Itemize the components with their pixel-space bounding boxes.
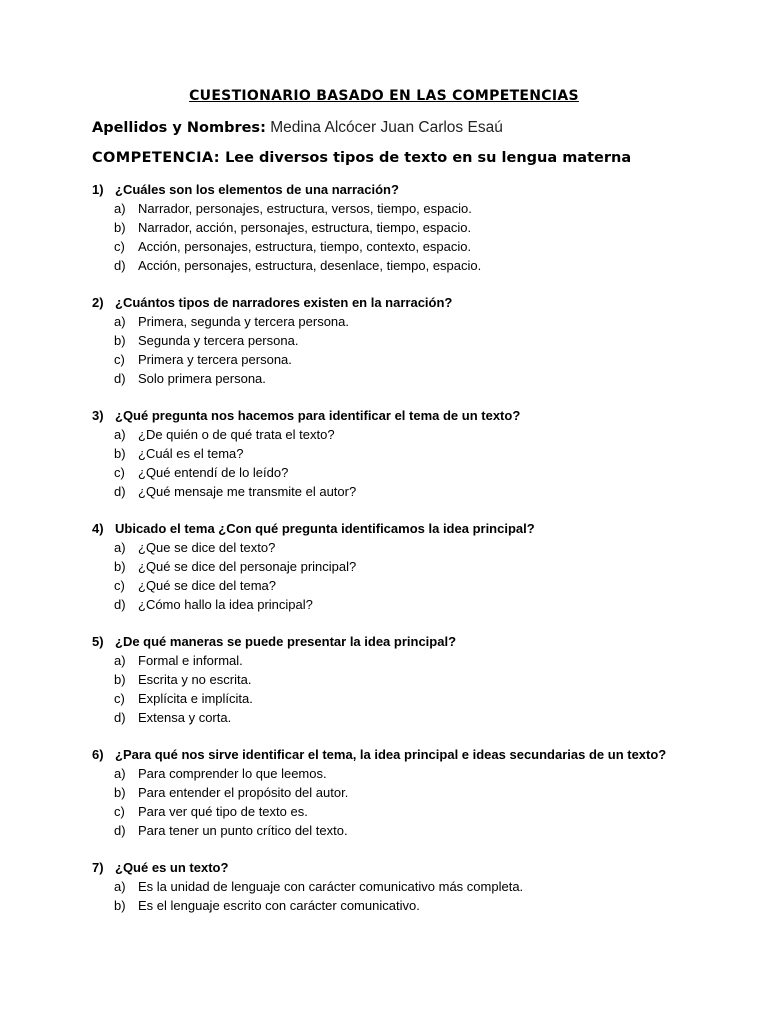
answer-option <box>92 463 692 482</box>
option-text: Es el lenguaje escrito con carácter comunicativo. <box>138 898 420 913</box>
option-text: Primera, segunda y tercera persona. <box>138 314 349 329</box>
option-text: Extensa y corta. <box>138 710 232 725</box>
option-text: ¿Que se dice del texto? <box>138 540 276 555</box>
answer-option <box>92 557 692 576</box>
option-letter: d) <box>114 258 126 273</box>
answer-option <box>92 821 692 840</box>
option-letter: c) <box>114 804 125 819</box>
answer-option <box>92 670 692 689</box>
option-letter: c) <box>114 578 125 593</box>
option-text: Para entender el propósito del autor. <box>138 785 349 800</box>
question-item <box>92 632 692 727</box>
option-letter: d) <box>114 597 126 612</box>
option-text: ¿Qué se dice del tema? <box>138 578 277 593</box>
answer-option <box>92 576 692 595</box>
option-letter: a) <box>114 653 126 668</box>
answer-option <box>92 783 692 802</box>
option-text: ¿De quién o de qué trata el texto? <box>138 427 335 442</box>
option-letter: c) <box>114 239 125 254</box>
answer-option <box>92 689 692 708</box>
answer-option <box>92 444 692 463</box>
option-text: Primera y tercera persona. <box>138 352 292 367</box>
answer-option <box>92 331 692 350</box>
question-number: 7) <box>92 860 104 875</box>
answer-option <box>92 237 692 256</box>
question-text: ¿Cuántos tipos de narradores existen en la narración? <box>115 295 453 310</box>
question-number: 3) <box>92 408 104 423</box>
answer-option <box>92 350 692 369</box>
option-text: Para ver qué tipo de texto es. <box>138 804 308 819</box>
competencia-label: COMPETENCIA: <box>92 150 220 166</box>
question-text: ¿Qué es un texto? <box>115 860 229 875</box>
answer-option <box>92 538 692 557</box>
option-text: Narrador, personajes, estructura, versos, tiempo, espacio. <box>138 201 472 216</box>
answer-option <box>92 425 692 444</box>
option-text: ¿Cuál es el tema? <box>138 446 244 461</box>
competencia-value: Lee diversos tipos de texto en su lengua materna <box>225 150 632 166</box>
answer-option <box>92 256 692 275</box>
option-letter: b) <box>114 559 126 574</box>
answer-option <box>92 764 692 783</box>
answer-option <box>92 218 692 237</box>
option-text: Para tener un punto crítico del texto. <box>138 823 348 838</box>
option-letter: c) <box>114 465 125 480</box>
option-text: ¿Qué entendí de lo leído? <box>138 465 289 480</box>
answer-option <box>92 199 692 218</box>
question-number: 1) <box>92 182 104 197</box>
answer-option <box>92 877 692 896</box>
question-item <box>92 406 692 501</box>
answer-option <box>92 708 692 727</box>
option-text: Narrador, acción, personajes, estructura, tiempo, espacio. <box>138 220 472 235</box>
option-text: Escrita y no escrita. <box>138 672 252 687</box>
question-item <box>92 519 692 614</box>
answer-option <box>92 651 692 670</box>
option-letter: b) <box>114 446 126 461</box>
option-text: Acción, personajes, estructura, desenlace, tiempo, espacio. <box>138 258 482 273</box>
question-text: Ubicado el tema ¿Con qué pregunta identificamos la idea principal? <box>115 521 535 536</box>
answer-option <box>92 312 692 331</box>
answer-option <box>92 896 692 915</box>
option-text: ¿Qué mensaje me transmite el autor? <box>138 484 357 499</box>
option-letter: a) <box>114 427 126 442</box>
option-letter: d) <box>114 823 126 838</box>
option-text: Acción, personajes, estructura, tiempo, contexto, espacio. <box>138 239 472 254</box>
option-text: Formal e informal. <box>138 653 243 668</box>
option-text: ¿Cómo hallo la idea principal? <box>138 597 313 612</box>
answer-option <box>92 482 692 501</box>
question-item <box>92 858 692 915</box>
document-title: CUESTIONARIO BASADO EN LAS COMPETENCIAS <box>189 88 579 104</box>
option-text: Es la unidad de lenguaje con carácter comunicativo más completa. <box>138 879 524 894</box>
option-text: Solo primera persona. <box>138 371 266 386</box>
question-number: 2) <box>92 295 104 310</box>
student-name-label: Apellidos y Nombres: <box>92 120 266 136</box>
question-text: ¿Cuáles son los elementos de una narración? <box>115 182 399 197</box>
question-item <box>92 180 692 275</box>
question-number: 6) <box>92 747 104 762</box>
student-name-line <box>92 119 503 137</box>
option-letter: c) <box>114 691 125 706</box>
option-text: ¿Qué se dice del personaje principal? <box>138 559 357 574</box>
option-letter: a) <box>114 766 126 781</box>
option-letter: b) <box>114 333 126 348</box>
option-letter: a) <box>114 314 126 329</box>
option-letter: b) <box>114 785 126 800</box>
option-letter: d) <box>114 371 126 386</box>
question-number: 5) <box>92 634 104 649</box>
option-letter: a) <box>114 879 126 894</box>
question-text: ¿Para qué nos sirve identificar el tema, la idea principal e ideas secundarias de un texto? <box>115 747 667 762</box>
option-letter: a) <box>114 201 126 216</box>
option-letter: b) <box>114 898 126 913</box>
question-item <box>92 745 692 840</box>
answer-option <box>92 802 692 821</box>
question-text: ¿De qué maneras se puede presentar la idea principal? <box>115 634 457 649</box>
option-letter: c) <box>114 352 125 367</box>
student-name-value: Medina Alcócer Juan Carlos Esaú <box>270 119 503 136</box>
answer-option <box>92 369 692 388</box>
option-letter: b) <box>114 220 126 235</box>
question-text: ¿Qué pregunta nos hacemos para identificar el tema de un texto? <box>115 408 521 423</box>
option-letter: d) <box>114 710 126 725</box>
option-text: Explícita e implícita. <box>138 691 253 706</box>
competencia-line <box>92 150 631 166</box>
answer-option <box>92 595 692 614</box>
option-letter: d) <box>114 484 126 499</box>
option-text: Segunda y tercera persona. <box>138 333 299 348</box>
option-text: Para comprender lo que leemos. <box>138 766 327 781</box>
option-letter: a) <box>114 540 126 555</box>
question-number: 4) <box>92 521 104 536</box>
question-item <box>92 293 692 388</box>
question-list <box>92 180 692 933</box>
option-letter: b) <box>114 672 126 687</box>
